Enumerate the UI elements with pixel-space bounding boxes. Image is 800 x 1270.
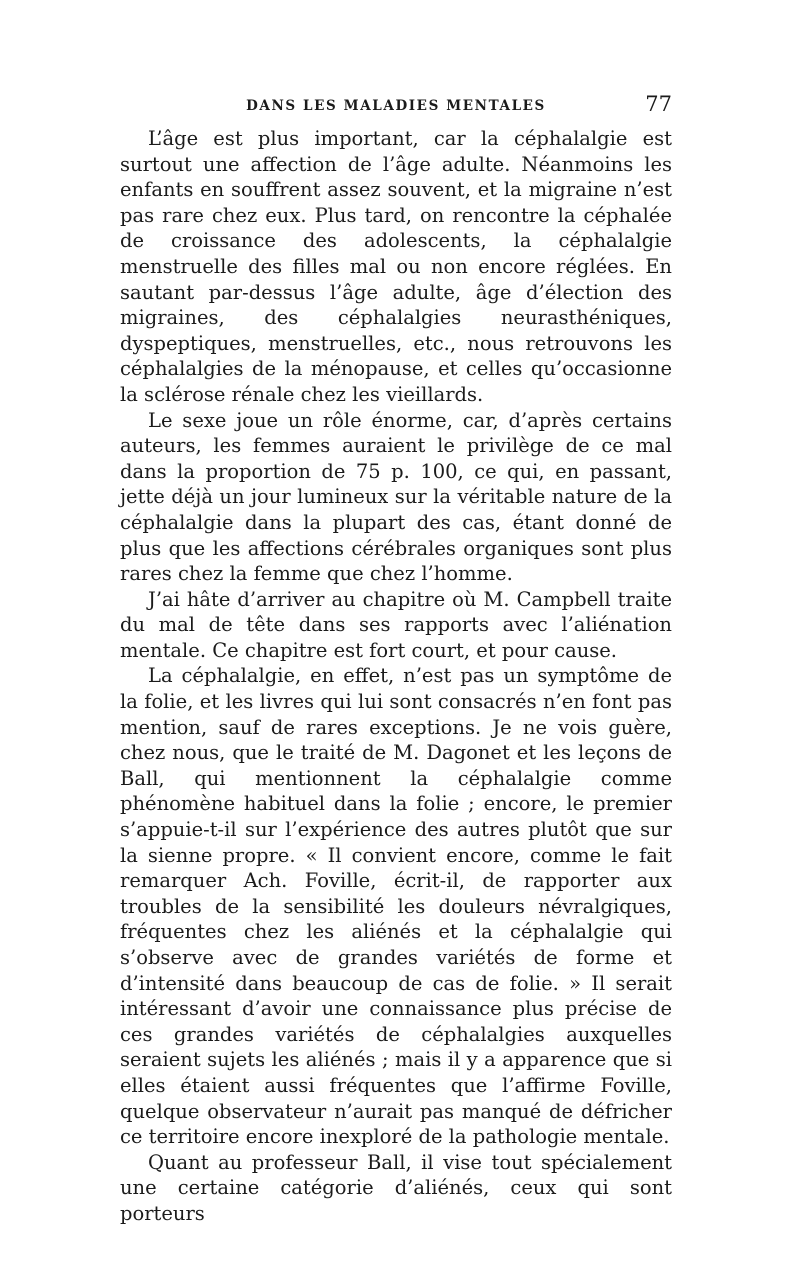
paragraph-folie: La céphalalgie, en effet, n’est pas un symptôme de la folie, et les livres qui lui sont consacrés n’en font pas mention, sauf de rares exceptions. Je ne vois guère, chez nous, que le traité de M. Dagonet et les leçons de Ball, qui mentionnent la céphalalgie comme phénomène habituel dans la folie ; encore, le premier s’appuie-t-il sur l’expérience des autres plutôt que sur la sienne propre. « Il convient encore, comme le fait remarquer Ach. Foville, écrit-il, de rapporter aux troubles de la sensibilité les douleurs névralgiques, fréquentes chez les aliénés et la céphalalgie qui s’observe avec de grandes variétés de forme et d’intensité dans beaucoup de cas de folie. » Il serait intéressant d’avoir une connaissance plus précise de ces grandes variétés de céphalalgies auxquelles seraient sujets les aliénés ; mais il y a apparence que si elles étaient aussi fréquentes que l’affirme Foville, quelque observateur n’aurait pas manqué de défricher ce territoire encore inexploré de la pathologie mentale.	[120, 664, 672, 1149]
paragraph-ball: Quant au professeur Ball, il vise tout spécialement une certaine catégorie d’aliénés, ceux qui sont porteurs	[120, 1150, 672, 1225]
book-page	[120, 92, 672, 1227]
running-head	[120, 92, 672, 122]
paragraph-campbell: J’ai hâte d’arriver au chapitre où M. Campbell traite du mal de tête dans ses rapports avec l’aliénation mentale. Ce chapitre est fort court, et pour cause.	[120, 587, 672, 662]
paragraph-age: L’âge est plus important, car la céphalalgie est surtout une affection de l’âge adulte. Néanmoins les enfants en souffrent assez souvent, et la migraine n’est pas rare chez eux. Plus tard, on rencontre la céphalée de croissance des adolescents, la céphalalgie menstruelle des filles mal ou non encore réglées. En sautant par-dessus l’âge adulte, âge d’élection des migraines, des céphalalgies neurasthéniques, dyspeptiques, menstruelles, etc., nous retrouvons les céphalalgies de la ménopause, et celles qu’occasionne la sclérose rénale chez les vieillards.	[120, 127, 672, 406]
page-number: 77	[645, 92, 672, 116]
running-title: DANS LES MALADIES MENTALES	[246, 98, 546, 114]
body-text	[120, 126, 672, 1227]
paragraph-sexe: Le sexe joue un rôle énorme, car, d’après certains auteurs, les femmes auraient le privilège de ce mal dans la proportion de 75 p. 100, ce qui, en passant, jette déjà un jour lumineux sur la véritable nature de la céphalalgie dans la plupart des cas, étant donné de plus que les affections cérébrales organiques sont plus rares chez la femme que chez l’homme.	[120, 408, 672, 586]
